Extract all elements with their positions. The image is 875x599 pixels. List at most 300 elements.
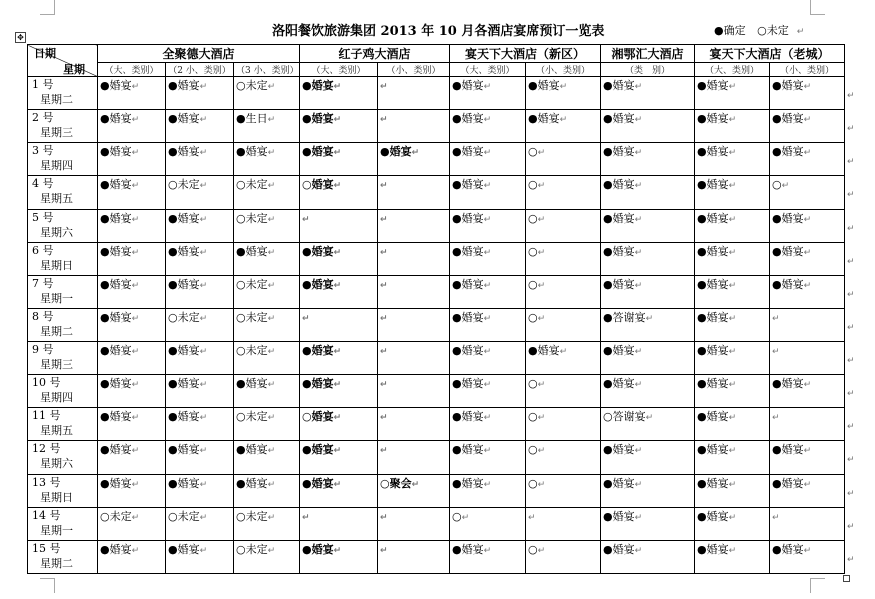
reservation-status-text: ●婚宴 (168, 244, 200, 258)
reservation-cell[interactable] (378, 441, 450, 474)
cell-end-mark-icon: ↵ (267, 181, 276, 192)
table-move-handle-icon[interactable]: ✥ (15, 32, 26, 43)
weekday-label: 星期二 (40, 93, 73, 106)
reservation-cell[interactable] (601, 110, 695, 143)
reservation-cell[interactable] (770, 209, 845, 242)
cell-end-mark-icon: ↵ (199, 313, 208, 324)
cell-end-mark-icon: ↵ (333, 479, 342, 490)
table-row (28, 275, 845, 308)
reservation-cell[interactable] (378, 77, 450, 110)
date-cell[interactable] (28, 209, 98, 242)
cell-end-mark-icon: ↵ (483, 181, 492, 192)
reservation-status-text: ●婚宴 (697, 310, 729, 324)
cell-end-mark-icon: ↵ (803, 247, 812, 258)
date-cell[interactable] (28, 143, 98, 176)
reservation-cell[interactable] (695, 308, 770, 341)
reservation-status-text: ●婚宴 (528, 112, 560, 126)
reservation-cell[interactable] (300, 209, 378, 242)
cell-end-mark-icon: ↵ (302, 214, 310, 225)
reservation-status-text: ●婚宴 (236, 476, 268, 490)
reservation-status-text: ○ (528, 542, 538, 556)
cell-end-mark-icon: ↵ (131, 115, 140, 126)
reservation-status-text: ○婚宴 (302, 410, 334, 424)
reservation-cell[interactable] (378, 342, 450, 375)
reservation-status-text: ●婚宴 (603, 211, 635, 225)
reservation-cell[interactable] (770, 507, 845, 540)
reservation-status-text: ●婚宴 (452, 178, 484, 192)
reservation-cell[interactable] (300, 474, 378, 507)
reservation-cell[interactable] (300, 441, 378, 474)
reservation-status-text: ●婚宴 (528, 79, 560, 92)
cell-end-mark-icon: ↵ (537, 313, 546, 324)
reservation-cell[interactable] (770, 540, 845, 573)
reservation-cell[interactable] (300, 342, 378, 375)
hotel-header-0: 全聚德大酒店 (98, 45, 300, 63)
day-label: 13 号 (32, 475, 61, 489)
date-cell[interactable] (28, 242, 98, 275)
day-label: 2 号 (32, 111, 54, 125)
reservation-status-text: ●婚宴 (100, 476, 132, 490)
reservation-cell[interactable] (695, 375, 770, 408)
table-row (28, 474, 845, 507)
date-cell[interactable] (28, 540, 98, 573)
reservation-cell[interactable] (234, 375, 300, 408)
cell-end-mark-icon: ↵ (267, 247, 276, 258)
reservation-cell[interactable] (450, 507, 526, 540)
reservation-cell[interactable] (234, 507, 300, 540)
reservation-cell[interactable] (166, 474, 234, 507)
date-cell[interactable] (28, 77, 98, 110)
reservation-cell[interactable] (300, 275, 378, 308)
reservation-cell[interactable] (166, 408, 234, 441)
cell-end-mark-icon: ↵ (537, 545, 546, 556)
cell-end-mark-icon: ↵ (333, 280, 342, 291)
reservation-cell[interactable] (234, 77, 300, 110)
paragraph-mark-icon: ↵ (796, 27, 805, 37)
reservation-cell[interactable] (300, 176, 378, 209)
reservation-cell[interactable] (378, 308, 450, 341)
reservation-cell[interactable] (770, 176, 845, 209)
page-corner-mark-bottom-left (40, 578, 55, 593)
day-label: 9 号 (32, 343, 54, 356)
reservation-status-text: ○婚宴 (302, 178, 334, 192)
cell-end-mark-icon: ↵ (728, 479, 737, 490)
cell-end-mark-icon: ↵ (634, 512, 643, 523)
cell-end-mark-icon: ↵ (267, 214, 276, 225)
weekday-label: 星期四 (40, 391, 73, 405)
reservation-cell[interactable] (601, 176, 695, 209)
cell-end-mark-icon: ↵ (333, 148, 342, 159)
reservation-cell[interactable] (450, 474, 526, 507)
reservation-cell[interactable] (526, 375, 601, 408)
reservation-cell[interactable] (695, 209, 770, 242)
reservation-cell[interactable] (98, 143, 166, 176)
reservation-cell[interactable] (450, 143, 526, 176)
reservation-cell[interactable] (98, 408, 166, 441)
row-end-mark-icon: ↵ (847, 521, 855, 532)
page-corner-mark-top-left (40, 0, 55, 15)
reservation-cell[interactable] (770, 110, 845, 143)
cell-end-mark-icon: ↵ (803, 446, 812, 457)
reservation-cell[interactable] (526, 474, 601, 507)
cell-end-mark-icon: ↵ (333, 181, 342, 192)
weekday-label: 星期六 (40, 225, 73, 239)
row-end-mark-icon: ↵ (847, 455, 855, 466)
date-cell[interactable] (28, 507, 98, 540)
reservation-cell[interactable] (526, 342, 601, 375)
cell-end-mark-icon: ↵ (803, 214, 812, 225)
cell-end-mark-icon: ↵ (199, 347, 208, 357)
reservation-cell[interactable] (526, 441, 601, 474)
date-cell[interactable] (28, 342, 98, 375)
reservation-cell[interactable] (234, 209, 300, 242)
day-label: 14 号 (32, 508, 61, 522)
reservation-cell[interactable] (98, 209, 166, 242)
reservation-status-text: ●婚宴 (452, 377, 484, 391)
reservation-status-text: ●婚宴 (302, 145, 334, 159)
reservation-cell[interactable] (98, 342, 166, 375)
reservation-cell[interactable] (601, 342, 695, 375)
weekday-label: 星期五 (40, 424, 73, 438)
reservation-cell[interactable] (300, 507, 378, 540)
date-cell[interactable] (28, 375, 98, 408)
reservation-cell[interactable] (450, 540, 526, 573)
reservation-cell[interactable] (601, 308, 695, 341)
reservation-cell[interactable] (770, 275, 845, 308)
cell-end-mark-icon: ↵ (131, 446, 140, 457)
cell-end-mark-icon: ↵ (483, 347, 492, 357)
reservation-status-text: ●婚宴 (697, 79, 729, 92)
reservation-cell[interactable] (526, 308, 601, 341)
date-cell[interactable] (28, 474, 98, 507)
reservation-status-text: ○ (528, 410, 538, 424)
reservation-cell[interactable] (98, 110, 166, 143)
reservation-cell[interactable] (234, 242, 300, 275)
table-row (28, 176, 845, 209)
reservation-status-text: ○ (528, 277, 538, 291)
reservation-status-text: ●婚宴 (603, 79, 635, 92)
reservation-cell[interactable] (234, 441, 300, 474)
reservation-cell[interactable] (601, 77, 695, 110)
reservation-status-text: ●婚宴 (100, 145, 132, 159)
reservation-cell[interactable] (770, 375, 845, 408)
reservation-cell[interactable] (450, 275, 526, 308)
reservation-status-text: ○未定 (100, 509, 132, 523)
reservation-cell[interactable] (526, 209, 601, 242)
reservation-cell[interactable] (695, 507, 770, 540)
reservation-cell[interactable] (526, 77, 601, 110)
reservation-cell[interactable] (770, 441, 845, 474)
reservation-cell[interactable] (770, 342, 845, 375)
reservation-cell[interactable] (770, 308, 845, 341)
reservation-cell[interactable] (234, 342, 300, 375)
reservation-cell[interactable] (450, 408, 526, 441)
reservation-cell[interactable] (98, 275, 166, 308)
row-end-mark-icon: ↵ (847, 256, 855, 267)
reservation-status-text: ●婚宴 (168, 145, 200, 159)
row-end-mark-icon: ↵ (847, 91, 855, 102)
reservation-cell[interactable] (378, 176, 450, 209)
reservation-status-text: ○未定 (236, 410, 268, 424)
cell-end-mark-icon: ↵ (302, 512, 310, 523)
reservation-status-text: ●婚宴 (697, 509, 729, 523)
reservation-cell[interactable] (300, 540, 378, 573)
date-cell[interactable] (28, 110, 98, 143)
reservation-cell[interactable] (770, 143, 845, 176)
reservation-cell[interactable] (526, 176, 601, 209)
cell-end-mark-icon: ↵ (772, 512, 780, 523)
reservation-cell[interactable] (450, 110, 526, 143)
reservation-status-text: ●婚宴 (168, 443, 200, 457)
reservation-cell[interactable] (166, 540, 234, 573)
reservation-status-text: ●婚宴 (380, 145, 412, 159)
day-label: 10 号 (32, 376, 61, 390)
cell-end-mark-icon: ↵ (803, 148, 812, 159)
cell-end-mark-icon: ↵ (634, 347, 643, 357)
weekday-label: 星期一 (40, 523, 73, 537)
reservation-cell[interactable] (98, 242, 166, 275)
reservation-cell[interactable] (98, 375, 166, 408)
reservation-cell[interactable] (98, 507, 166, 540)
reservation-cell[interactable] (770, 474, 845, 507)
reservation-status-text: ○ (528, 476, 538, 490)
cell-end-mark-icon: ↵ (728, 247, 737, 258)
cell-end-mark-icon: ↵ (728, 380, 737, 391)
reservation-cell[interactable] (695, 342, 770, 375)
reservation-cell[interactable] (450, 209, 526, 242)
cell-end-mark-icon: ↵ (728, 280, 737, 291)
reservation-cell[interactable] (526, 275, 601, 308)
document-title: 洛阳餐饮旅游集团 2013 年 10 月各酒店宴席预订一览表 (272, 24, 605, 39)
reservation-cell[interactable] (378, 507, 450, 540)
reservation-cell[interactable] (166, 242, 234, 275)
reservation-status-text: ○ (528, 145, 538, 159)
cell-end-mark-icon: ↵ (559, 347, 568, 357)
reservation-cell[interactable] (166, 507, 234, 540)
reservation-status-text: ●婚宴 (772, 443, 804, 457)
reservation-cell[interactable] (234, 540, 300, 573)
reservation-cell[interactable] (234, 143, 300, 176)
reservation-cell[interactable] (601, 474, 695, 507)
day-label: 15 号 (32, 541, 61, 555)
reservation-cell[interactable] (98, 474, 166, 507)
reservation-cell[interactable] (601, 408, 695, 441)
reservation-cell[interactable] (234, 275, 300, 308)
reservation-status-text: ●婚宴 (168, 542, 200, 556)
reservation-status-text: ●婚宴 (168, 344, 200, 357)
reservation-cell[interactable] (166, 342, 234, 375)
cell-end-mark-icon: ↵ (483, 446, 492, 457)
reservation-cell[interactable] (300, 77, 378, 110)
reservation-cell[interactable] (378, 474, 450, 507)
reservation-cell[interactable] (526, 110, 601, 143)
reservation-cell[interactable] (300, 375, 378, 408)
reservation-cell[interactable] (695, 77, 770, 110)
table-resize-handle[interactable] (843, 575, 850, 582)
row-end-mark-icon: ↵ (847, 554, 855, 565)
reservation-status-text: ●婚宴 (100, 244, 132, 258)
reservation-cell[interactable] (601, 209, 695, 242)
reservation-cell[interactable] (601, 275, 695, 308)
cell-end-mark-icon: ↵ (483, 115, 492, 126)
reservation-status-text: ●婚宴 (302, 344, 334, 357)
reservation-cell[interactable] (601, 507, 695, 540)
reservation-cell[interactable] (98, 540, 166, 573)
reservation-cell[interactable] (526, 408, 601, 441)
category-header-8: （大、类别） (695, 63, 770, 77)
reservation-cell[interactable] (166, 77, 234, 110)
category-header-9: （小、类别） (770, 63, 845, 77)
reservation-cell[interactable] (378, 209, 450, 242)
cell-end-mark-icon: ↵ (131, 280, 140, 291)
reservation-status-text: ●婚宴 (528, 344, 560, 357)
reservation-cell[interactable] (234, 110, 300, 143)
reservation-status-text: ○未定 (168, 509, 200, 523)
reservation-cell[interactable] (378, 408, 450, 441)
reservation-cell[interactable] (450, 308, 526, 341)
reservation-cell[interactable] (770, 77, 845, 110)
reservation-status-text: ○未定 (236, 344, 268, 357)
page-corner-mark-bottom-right (810, 578, 825, 593)
reservation-cell[interactable] (98, 176, 166, 209)
reservation-cell[interactable] (98, 77, 166, 110)
category-header-row (28, 63, 845, 77)
cell-end-mark-icon: ↵ (483, 380, 492, 391)
reservation-cell[interactable] (695, 474, 770, 507)
cell-end-mark-icon: ↵ (634, 446, 643, 457)
reservation-status-text: ●婚宴 (100, 277, 132, 291)
reservation-cell[interactable] (98, 441, 166, 474)
row-end-mark-icon: ↵ (847, 488, 855, 499)
reservation-status-text: ○未定 (236, 79, 268, 92)
reservation-cell[interactable] (695, 408, 770, 441)
category-header-7: （类 别） (601, 63, 695, 77)
reservation-cell[interactable] (378, 110, 450, 143)
reservation-cell[interactable] (450, 342, 526, 375)
category-header-4: （小、类别） (378, 63, 450, 77)
reservation-cell[interactable] (378, 375, 450, 408)
reservation-status-text: ○未定 (236, 178, 268, 192)
date-cell[interactable] (28, 408, 98, 441)
reservation-cell[interactable] (166, 176, 234, 209)
reservation-cell[interactable] (378, 540, 450, 573)
reservation-status-text: ●婚宴 (168, 410, 200, 424)
date-cell[interactable] (28, 308, 98, 341)
category-header-1: （2 小、类别） (166, 63, 234, 77)
reservation-cell[interactable] (300, 143, 378, 176)
reservation-cell[interactable] (300, 110, 378, 143)
reservation-cell[interactable] (695, 540, 770, 573)
cell-end-mark-icon: ↵ (803, 479, 812, 490)
cell-end-mark-icon: ↵ (559, 82, 568, 92)
reservation-cell[interactable] (166, 110, 234, 143)
cell-end-mark-icon: ↵ (131, 380, 140, 391)
date-cell[interactable] (28, 441, 98, 474)
reservation-cell[interactable] (166, 308, 234, 341)
reservation-status-text: ●婚宴 (603, 178, 635, 192)
reservation-cell[interactable] (300, 308, 378, 341)
reservation-cell[interactable] (450, 77, 526, 110)
reservation-cell[interactable] (300, 408, 378, 441)
cell-end-mark-icon: ↵ (537, 148, 546, 159)
day-label: 12 号 (32, 442, 61, 456)
reservation-cell[interactable] (234, 408, 300, 441)
reservation-cell[interactable] (300, 242, 378, 275)
reservation-cell[interactable] (770, 242, 845, 275)
reservation-status-text: ●婚宴 (603, 112, 635, 126)
reservation-cell[interactable] (166, 143, 234, 176)
reservation-status-text: ●婚宴 (697, 211, 729, 225)
reservation-cell[interactable] (378, 275, 450, 308)
reservation-cell[interactable] (450, 375, 526, 408)
reservation-cell[interactable] (695, 242, 770, 275)
reservation-cell[interactable] (695, 176, 770, 209)
cell-end-mark-icon: ↵ (199, 148, 208, 159)
reservation-cell[interactable] (234, 474, 300, 507)
cell-end-mark-icon: ↵ (483, 413, 492, 424)
reservation-cell[interactable] (526, 507, 601, 540)
reservation-cell[interactable] (450, 242, 526, 275)
hotel-header-4: 宴天下大酒店（老城） (695, 45, 845, 63)
reservation-status-text: ●婚宴 (697, 244, 729, 258)
category-header-0: （大、类别） (98, 63, 166, 77)
reservation-status-text: ●婚宴 (452, 443, 484, 457)
table-row (28, 507, 845, 540)
cell-end-mark-icon: ↵ (131, 545, 140, 556)
reservation-cell[interactable] (450, 441, 526, 474)
reservation-cell[interactable] (695, 110, 770, 143)
table-row (28, 242, 845, 275)
reservation-cell[interactable] (526, 540, 601, 573)
reservation-cell[interactable] (695, 441, 770, 474)
reservation-status-text: ●婚宴 (168, 211, 200, 225)
reservation-cell[interactable] (166, 275, 234, 308)
cell-end-mark-icon: ↵ (803, 545, 812, 556)
reservation-cell[interactable] (166, 209, 234, 242)
reservation-cell[interactable] (601, 441, 695, 474)
reservation-cell[interactable] (98, 308, 166, 341)
table-row (28, 143, 845, 176)
cell-end-mark-icon: ↵ (131, 479, 140, 490)
reservation-status-text: ●婚宴 (772, 377, 804, 391)
cell-end-mark-icon: ↵ (483, 82, 492, 92)
reservation-cell[interactable] (526, 242, 601, 275)
reservation-cell[interactable] (234, 176, 300, 209)
reservation-cell[interactable] (526, 143, 601, 176)
cell-end-mark-icon: ↵ (483, 479, 492, 490)
date-header-label: 日期 (34, 47, 56, 60)
cell-end-mark-icon: ↵ (380, 446, 388, 457)
reservation-cell[interactable] (695, 143, 770, 176)
reservation-cell[interactable] (166, 375, 234, 408)
reservation-status-text: ○ (452, 509, 462, 523)
reservation-cell[interactable] (601, 375, 695, 408)
reservation-cell[interactable] (601, 540, 695, 573)
reservation-cell[interactable] (601, 143, 695, 176)
reservation-cell[interactable] (770, 408, 845, 441)
reservation-cell[interactable] (695, 275, 770, 308)
reservation-cell[interactable] (166, 441, 234, 474)
date-cell[interactable] (28, 176, 98, 209)
reservation-cell[interactable] (450, 176, 526, 209)
cell-end-mark-icon: ↵ (483, 545, 492, 556)
reservation-cell[interactable] (378, 242, 450, 275)
cell-end-mark-icon: ↵ (267, 148, 276, 159)
reservation-cell[interactable] (234, 308, 300, 341)
reservation-cell[interactable] (378, 143, 450, 176)
reservation-cell[interactable] (601, 242, 695, 275)
date-cell[interactable] (28, 275, 98, 308)
